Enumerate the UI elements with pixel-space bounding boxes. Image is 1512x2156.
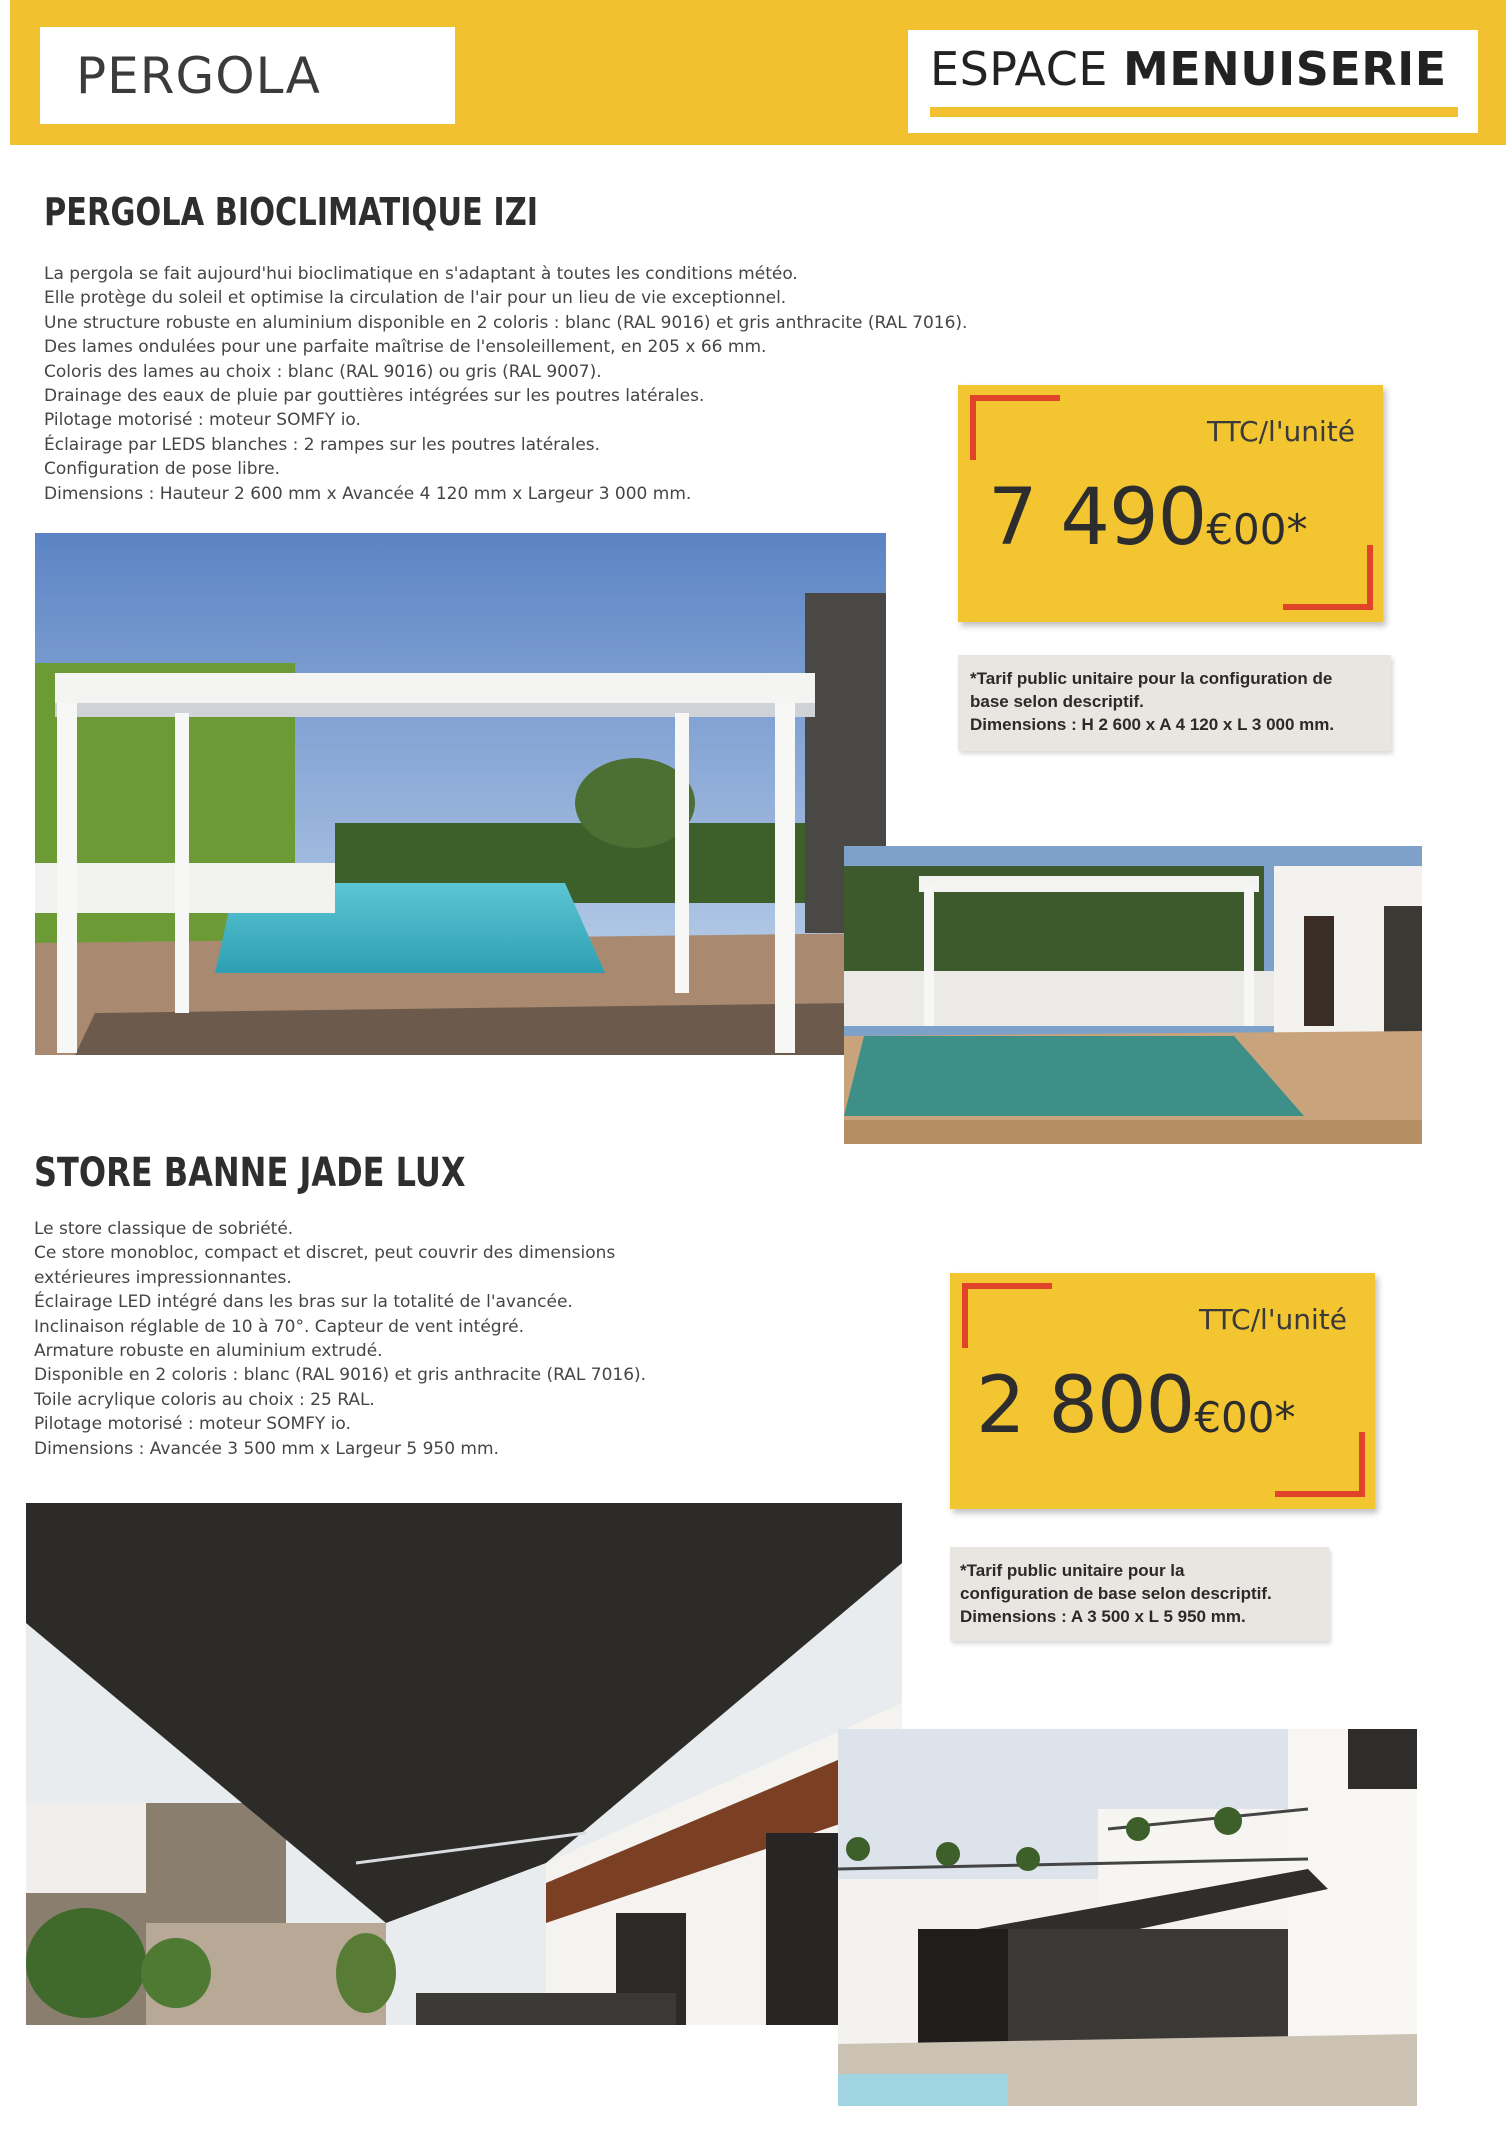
corner-accent [970, 395, 1060, 460]
desc-line: Toile acrylique coloris au choix : 25 RAL. [34, 1389, 375, 1410]
note-line: base selon descriptif. [970, 692, 1144, 711]
price-cents: €00* [1194, 1393, 1296, 1442]
desc-line: Une structure robuste en aluminium disponible en 2 coloris : blanc (RAL 9016) et gris anthracite (RAL 7016). [44, 312, 968, 333]
desc-line: Éclairage LED intégré dans les bras sur la totalité de l'avancée. [34, 1292, 573, 1313]
pergola-photo-terrace [844, 846, 1422, 1144]
price-value [976, 1361, 1295, 1451]
store-price-note [950, 1547, 1329, 1641]
brand-logo [908, 30, 1478, 133]
pergola-price-note [958, 655, 1391, 751]
store-description [34, 1217, 646, 1461]
desc-line: Dimensions : Hauteur 2 600 mm x Avancée 4 120 mm x Largeur 3 000 mm. [44, 483, 692, 504]
category-box [40, 27, 455, 124]
desc-line: Configuration de pose libre. [44, 459, 280, 480]
desc-line: extérieures impressionnantes. [34, 1267, 292, 1288]
desc-line: Éclairage par LEDS blanches : 2 rampes sur les poutres latérales. [44, 434, 601, 455]
brand-underline [930, 107, 1458, 117]
category-label: PERGOLA [76, 46, 321, 105]
desc-line: Drainage des eaux de pluie par gouttières intégrées sur les poutres latérales. [44, 386, 705, 407]
note-line: Dimensions : A 3 500 x L 5 950 mm. [960, 1607, 1246, 1626]
pergola-photo-pool [35, 533, 886, 1055]
price-unit-label: TTC/l'unité [1206, 415, 1355, 448]
desc-line: Coloris des lames au choix : blanc (RAL 9016) ou gris (RAL 9007). [44, 361, 602, 382]
desc-line: Le store classique de sobriété. [34, 1219, 294, 1239]
desc-line: Ce store monobloc, compact et discret, peut couvrir des dimensions [34, 1243, 616, 1264]
desc-line: Dimensions : Avancée 3 500 mm x Largeur 5 950 mm. [34, 1438, 499, 1459]
pergola-description [44, 262, 967, 506]
price-value [988, 473, 1307, 563]
pergola-title: PERGOLA BIOCLIMATIQUE IZI [44, 190, 539, 234]
note-line: *Tarif public unitaire pour la configuration de [970, 669, 1333, 688]
note-line: Dimensions : H 2 600 x A 4 120 x L 3 000 mm. [970, 715, 1335, 734]
price-cents: €00* [1206, 505, 1308, 554]
price-unit-label: TTC/l'unité [1198, 1303, 1347, 1336]
corner-accent [962, 1283, 1052, 1348]
store-photo-awning [26, 1503, 902, 2025]
desc-line: Pilotage motorisé : moteur SOMFY io. [34, 1414, 351, 1435]
brand-name-bold: MENUISERIE [1123, 42, 1447, 96]
store-price-box [950, 1273, 1375, 1509]
brand-name-light: ESPACE [930, 42, 1124, 96]
desc-line: Pilotage motorisé : moteur SOMFY io. [44, 410, 361, 431]
desc-line: La pergola se fait aujourd'hui bioclimatique en s'adaptant à toutes les conditions météo. [44, 264, 798, 284]
store-title: STORE BANNE JADE LUX [34, 1150, 466, 1196]
store-photo-house [838, 1729, 1417, 2106]
price-main: 7 490 [988, 473, 1207, 563]
note-line: *Tarif public unitaire pour la [960, 1561, 1185, 1580]
desc-line: Inclinaison réglable de 10 à 70°. Capteur de vent intégré. [34, 1316, 525, 1337]
pergola-price-box [958, 385, 1383, 622]
desc-line: Des lames ondulées pour une parfaite maîtrise de l'ensoleillement, en 205 x 66 mm. [44, 337, 767, 358]
note-line: configuration de base selon descriptif. [960, 1584, 1272, 1603]
desc-line: Armature robuste en aluminium extrudé. [34, 1341, 383, 1362]
desc-line: Disponible en 2 coloris : blanc (RAL 9016) et gris anthracite (RAL 7016). [34, 1365, 647, 1386]
desc-line: Elle protège du soleil et optimise la circulation de l'air pour un lieu de vie exceptionnel. [44, 288, 787, 309]
price-main: 2 800 [976, 1361, 1195, 1451]
